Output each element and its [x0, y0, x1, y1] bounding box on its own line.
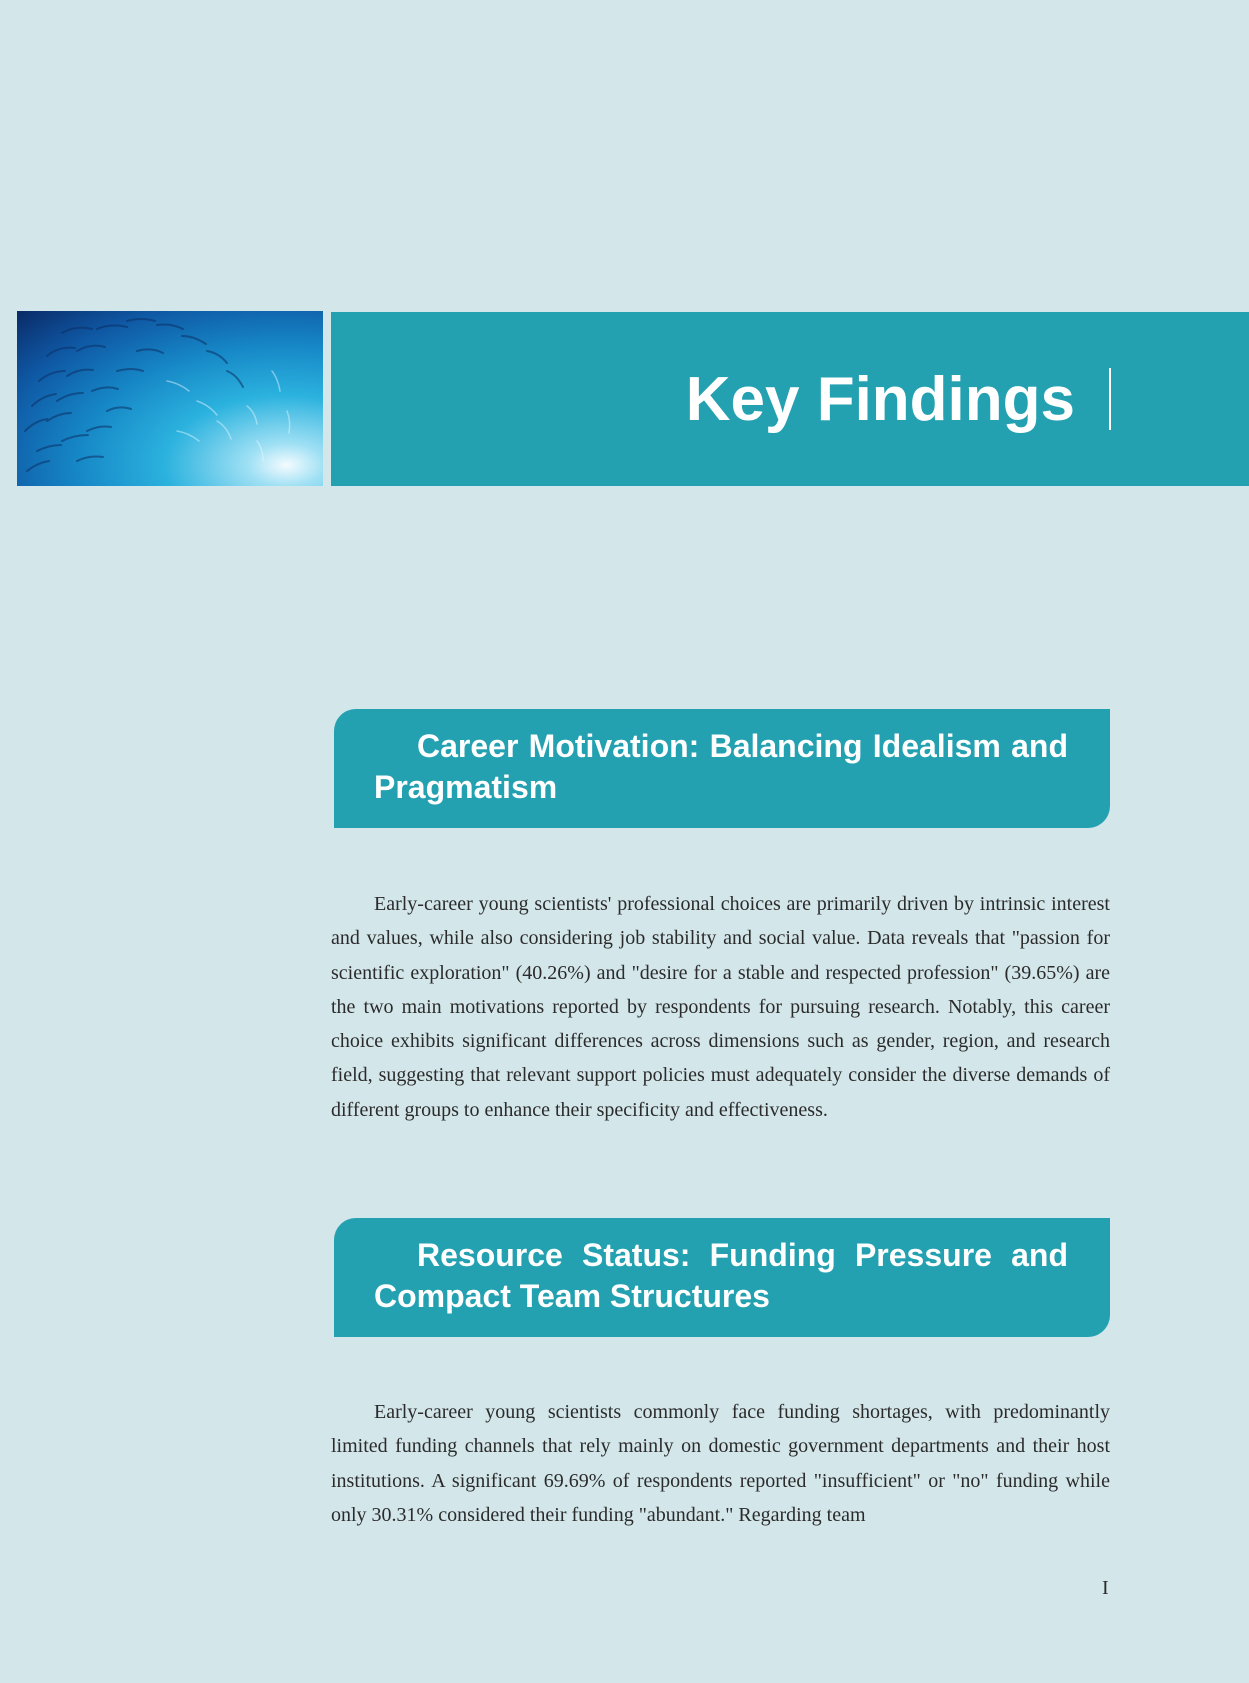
section-heading-text: Career Motivation: Balancing Idealism and Pragmatism	[374, 728, 1068, 805]
section-heading-text: Resource Status: Funding Pressure and Compact Team Structures	[374, 1237, 1068, 1314]
section-heading-career-motivation	[334, 709, 1110, 828]
section-body-resource-status: Early-career young scientists commonly face funding shortages, with predominantly limited funding channels that rely mainly on domestic government departments and their host institutions. A significant 69.69% of respondents reported "insufficient" or "no" funding while only 30.31% considered their funding "abundant." Regarding team	[331, 1401, 1110, 1526]
title-banner	[331, 312, 1249, 486]
section-heading-resource-status	[334, 1218, 1110, 1337]
title-divider	[1109, 368, 1111, 430]
fish-school-photo	[17, 311, 323, 486]
fish-school-illustration	[17, 311, 323, 486]
page-title: Key Findings	[685, 365, 1075, 434]
page-number: I	[1102, 1577, 1109, 1599]
section-body-career-motivation: Early-career young scientists' professional choices are primarily driven by intrinsic interest and values, while also considering job stability and social value. Data reveals that "passion for scientific exploration" (40.26%) and "desire for a stable and respected profession" (39.65%) are the two main motivations reported by respondents for pursuing research. Notably, this career choice exhibits significant differences across dimensions such as gender, region, and research field, suggesting that relevant support policies must adequately consider the diverse demands of different groups to enhance their specificity and effectiveness.	[331, 893, 1110, 1121]
